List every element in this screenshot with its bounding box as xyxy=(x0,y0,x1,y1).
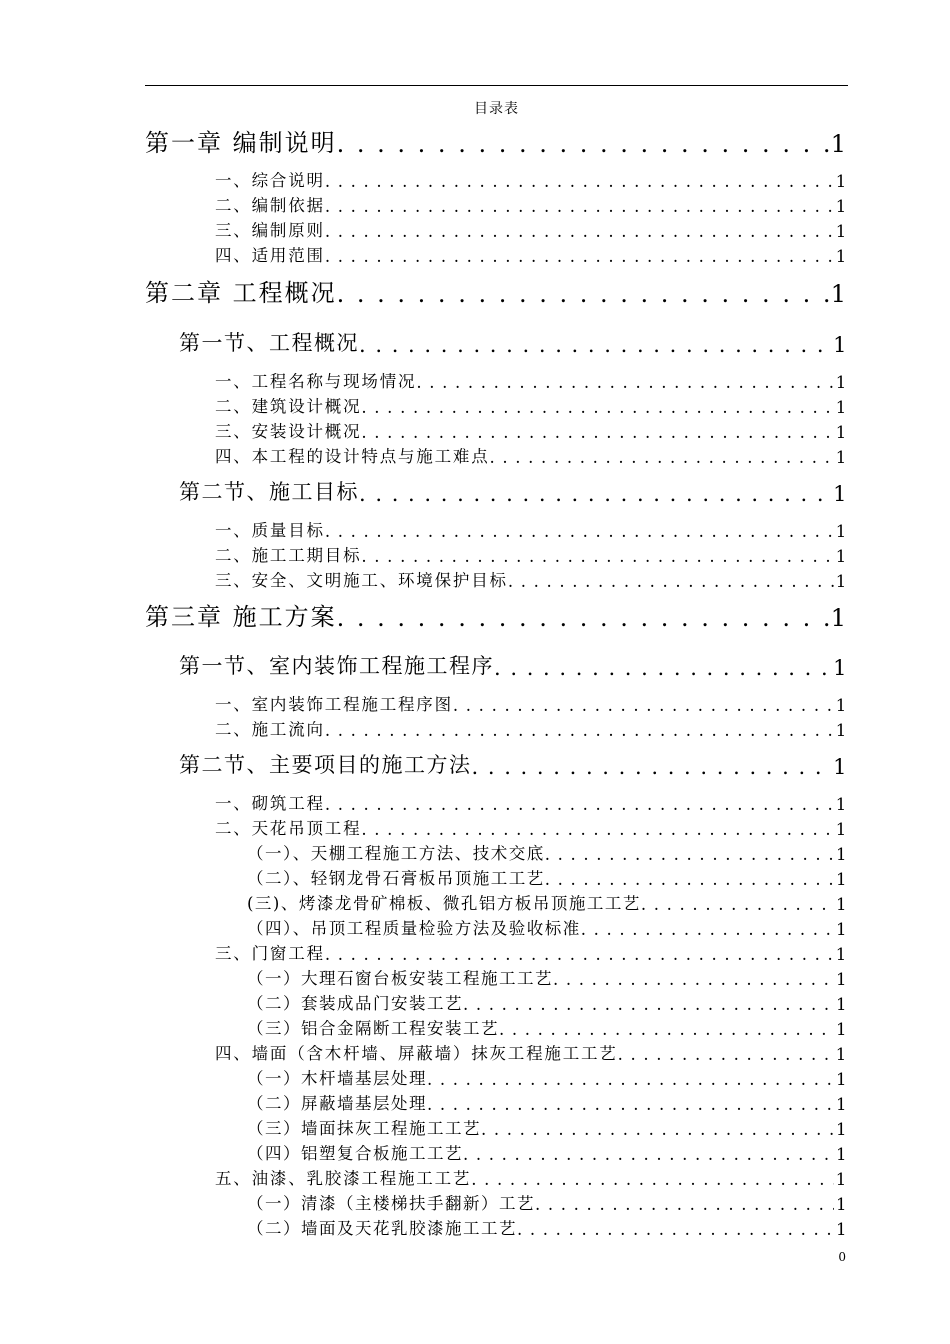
toc-dot-leader xyxy=(325,795,834,814)
toc-entry-title: (三)、烤漆龙骨矿棉板、微孔铝方板吊顶施工工艺 xyxy=(247,894,641,913)
page-header: 目录表 xyxy=(474,101,519,117)
toc-entry-page: 1 xyxy=(836,920,848,939)
toc-entry-page: 1 xyxy=(835,423,848,442)
toc-dot-leader xyxy=(494,656,831,680)
toc-entry[interactable] xyxy=(247,867,848,889)
toc-entry-title: （三）墙面抹灰工程施工工艺 xyxy=(247,1119,481,1138)
toc-entry-title: （一）木杆墙基层处理 xyxy=(247,1069,427,1088)
toc-entry-title: （四）铝塑复合板施工工艺 xyxy=(247,1144,463,1163)
toc-entry[interactable] xyxy=(247,842,848,864)
toc-entry-page: 1 xyxy=(836,895,848,914)
toc-entry[interactable] xyxy=(215,370,848,392)
toc-entry[interactable] xyxy=(215,244,848,266)
toc-entry-title: 三、门窗工程 xyxy=(215,944,325,963)
toc-entry-title: （二）屏蔽墙基层处理 xyxy=(247,1094,427,1113)
toc-entry-title: 一、室内装饰工程施工程序图 xyxy=(215,695,453,714)
toc-entry[interactable] xyxy=(247,1092,848,1114)
toc-entry-page: 1 xyxy=(835,197,848,216)
toc-entry-title: 第一章 编制说明 xyxy=(145,129,337,157)
toc-dot-leader xyxy=(581,920,834,939)
toc-entry-title: （二）套装成品门安装工艺 xyxy=(247,994,463,1013)
toc-dot-leader xyxy=(337,604,829,632)
toc-dot-leader xyxy=(359,333,831,357)
toc-entry-title: 一、砌筑工程 xyxy=(215,794,325,813)
toc-entry-title: （一）清漆（主楼梯扶手翻新）工艺 xyxy=(247,1194,535,1213)
toc-dot-leader xyxy=(325,522,834,541)
toc-entry[interactable] xyxy=(215,942,848,964)
toc-entry[interactable] xyxy=(215,169,848,191)
toc-dot-leader xyxy=(553,970,834,989)
toc-dot-leader xyxy=(325,222,834,241)
toc-entry-page: 1 xyxy=(836,1120,848,1139)
toc-entry-page: 1 xyxy=(833,656,848,680)
toc-entry[interactable] xyxy=(247,992,848,1014)
toc-entry[interactable] xyxy=(215,219,848,241)
toc-dot-leader xyxy=(337,280,829,308)
toc-dot-leader xyxy=(359,482,831,506)
toc-entry[interactable] xyxy=(247,967,848,989)
toc-dot-leader xyxy=(641,895,834,914)
toc-entry-title: 二、施工工期目标 xyxy=(215,546,362,565)
toc-entry-page: 1 xyxy=(830,604,848,632)
toc-entry-page: 1 xyxy=(835,795,848,814)
toc-entry-title: 二、建筑设计概况 xyxy=(215,397,362,416)
toc-entry-page: 1 xyxy=(836,845,848,864)
toc-dot-leader xyxy=(517,1220,834,1239)
toc-dot-leader xyxy=(361,547,833,566)
toc-dot-leader xyxy=(463,1145,834,1164)
toc-entry-page: 1 xyxy=(835,448,848,467)
toc-entry[interactable] xyxy=(215,519,848,541)
toc-entry-title: （一）大理石窗台板安装工程施工工艺 xyxy=(247,969,553,988)
toc-entry[interactable] xyxy=(215,445,848,467)
toc-entry-page: 1 xyxy=(833,482,848,506)
toc-dot-leader xyxy=(618,1045,834,1064)
toc-entry-page: 1 xyxy=(836,1195,848,1214)
toc-entry[interactable] xyxy=(215,718,848,740)
toc-entry[interactable] xyxy=(247,1192,848,1214)
toc-entry-title: 三、编制原则 xyxy=(215,221,325,240)
toc-entry-title: 二、施工流向 xyxy=(215,720,325,739)
toc-entry-title: 三、安装设计概况 xyxy=(215,422,362,441)
toc-entry-title: 四、本工程的设计特点与施工难点 xyxy=(215,447,490,466)
toc-dot-leader xyxy=(325,945,834,964)
toc-entry-title: 第二节、施工目标 xyxy=(179,480,359,504)
toc-entry-page: 1 xyxy=(836,970,848,989)
toc-entry[interactable] xyxy=(247,892,848,914)
toc-entry-page: 1 xyxy=(835,1170,848,1189)
toc-entry[interactable] xyxy=(145,128,848,158)
toc-entry-title: 第二章 工程概况 xyxy=(145,279,337,307)
toc-entry[interactable] xyxy=(215,194,848,216)
toc-entry-page: 1 xyxy=(835,547,848,566)
toc-entry[interactable] xyxy=(145,602,848,632)
toc-entry-title: 一、综合说明 xyxy=(215,171,325,190)
toc-entry[interactable] xyxy=(215,1167,848,1189)
toc-entry[interactable] xyxy=(215,544,848,566)
toc-entry-page: 1 xyxy=(835,172,848,191)
toc-dot-leader xyxy=(361,423,833,442)
toc-dot-leader xyxy=(545,870,834,889)
toc-dot-leader xyxy=(472,755,832,779)
toc-entry-page: 1 xyxy=(833,755,848,779)
toc-entry[interactable] xyxy=(247,1142,848,1164)
toc-entry[interactable] xyxy=(179,752,848,779)
toc-entry-page: 1 xyxy=(835,572,848,591)
toc-entry-page: 1 xyxy=(835,247,848,266)
toc-entry[interactable] xyxy=(215,693,848,715)
toc-dot-leader xyxy=(325,721,834,740)
toc-entry-page: 1 xyxy=(836,1095,848,1114)
toc-entry-page: 1 xyxy=(836,1020,848,1039)
toc-entry[interactable] xyxy=(215,817,848,839)
toc-entry-title: （四）、吊顶工程质量检验方法及验收标准 xyxy=(247,919,581,938)
toc-entry-page: 1 xyxy=(830,130,848,158)
toc-entry-page: 1 xyxy=(833,333,848,357)
header-rule xyxy=(145,85,848,86)
toc-entry-page: 1 xyxy=(830,280,848,308)
toc-dot-leader xyxy=(416,373,833,392)
toc-entry-page: 1 xyxy=(835,820,848,839)
toc-entry-page: 1 xyxy=(836,1070,848,1089)
toc-entry-page: 1 xyxy=(835,945,848,964)
toc-dot-leader xyxy=(325,197,834,216)
toc-entry-title: （三）铝合金隔断工程安装工艺 xyxy=(247,1019,499,1038)
toc-dot-leader xyxy=(471,1170,833,1189)
toc-entry[interactable] xyxy=(247,1217,848,1239)
toc-entry-title: 二、编制依据 xyxy=(215,196,325,215)
toc-entry-page: 1 xyxy=(836,870,848,889)
toc-entry[interactable] xyxy=(215,569,848,591)
toc-dot-leader xyxy=(337,130,829,158)
toc-entry-title: 第一节、室内装饰工程施工程序 xyxy=(179,654,494,678)
toc-entry-page: 1 xyxy=(835,373,848,392)
toc-entry-title: 二、天花吊顶工程 xyxy=(215,819,362,838)
toc-entry[interactable] xyxy=(247,1067,848,1089)
toc-entry-page: 1 xyxy=(835,398,848,417)
toc-dot-leader xyxy=(427,1070,834,1089)
toc-entry[interactable] xyxy=(215,395,848,417)
toc-entry[interactable] xyxy=(215,420,848,442)
page-number: 0 xyxy=(838,1250,846,1264)
toc-entry[interactable] xyxy=(247,917,848,939)
toc-entry-title: （二）墙面及天花乳胶漆施工工艺 xyxy=(247,1219,517,1238)
toc-dot-leader xyxy=(545,845,834,864)
toc-dot-leader xyxy=(508,572,834,591)
toc-entry-page: 1 xyxy=(835,522,848,541)
toc-entry-page: 1 xyxy=(835,721,848,740)
toc-dot-leader xyxy=(361,820,833,839)
toc-dot-leader xyxy=(427,1095,834,1114)
toc-entry-page: 1 xyxy=(836,1220,848,1239)
toc-dot-leader xyxy=(453,696,834,715)
toc-entry-page: 1 xyxy=(836,1145,848,1164)
toc-dot-leader xyxy=(325,247,834,266)
toc-entry[interactable] xyxy=(179,479,848,506)
toc-entry-page: 1 xyxy=(836,995,848,1014)
toc-entry[interactable] xyxy=(215,1042,848,1064)
toc-entry-title: 一、工程名称与现场情况 xyxy=(215,372,417,391)
toc-entry-page: 1 xyxy=(835,1045,848,1064)
toc-dot-leader xyxy=(361,398,833,417)
toc-entry[interactable] xyxy=(247,1117,848,1139)
toc-entry-title: 第三章 施工方案 xyxy=(145,603,337,631)
toc-entry[interactable] xyxy=(215,792,848,814)
toc-entry-title: 三、安全、文明施工、环境保护目标 xyxy=(215,571,508,590)
toc-entry[interactable] xyxy=(179,653,848,680)
toc-entry-title: （一）、天棚工程施工方法、技术交底 xyxy=(247,844,545,863)
toc-entry-page: 1 xyxy=(835,222,848,241)
toc-dot-leader xyxy=(463,995,834,1014)
toc-entry-title: 五、油漆、乳胶漆工程施工工艺 xyxy=(215,1169,472,1188)
toc-dot-leader xyxy=(325,172,834,191)
toc-entry-title: 第二节、主要项目的施工方法 xyxy=(179,753,472,777)
toc-entry-title: 四、墙面（含木杆墙、屏蔽墙）抹灰工程施工工艺 xyxy=(215,1044,618,1063)
toc-entry-title: 第一节、工程概况 xyxy=(179,331,359,355)
toc-entry-title: 四、适用范围 xyxy=(215,246,325,265)
toc-dot-leader xyxy=(499,1020,834,1039)
toc-entry-page: 1 xyxy=(835,696,848,715)
toc-entry[interactable] xyxy=(247,1017,848,1039)
toc-entry-title: 一、质量目标 xyxy=(215,521,325,540)
toc-dot-leader xyxy=(535,1195,834,1214)
toc-entry-title: （二）、轻钢龙骨石膏板吊顶施工工艺 xyxy=(247,869,545,888)
toc-dot-leader xyxy=(481,1120,834,1139)
toc-entry[interactable] xyxy=(179,330,848,357)
toc-entry[interactable] xyxy=(145,278,848,308)
toc-dot-leader xyxy=(490,448,834,467)
